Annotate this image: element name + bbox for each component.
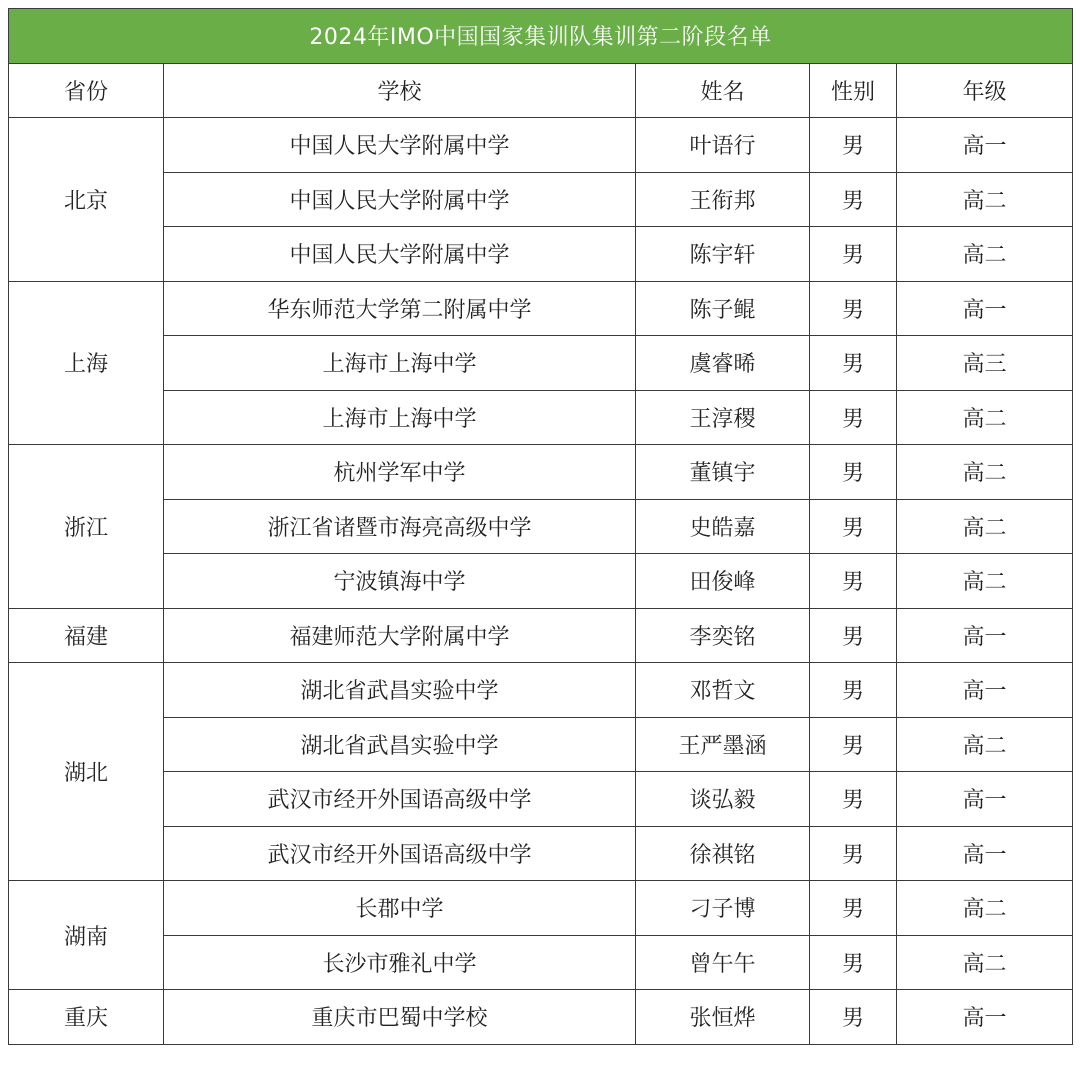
cell-gender: 男 <box>810 281 897 336</box>
cell-gender: 男 <box>810 499 897 554</box>
cell-gender: 男 <box>810 227 897 282</box>
cell-school: 长沙市雅礼中学 <box>164 935 636 990</box>
cell-name: 谈弘毅 <box>636 772 810 827</box>
cell-school: 武汉市经开外国语高级中学 <box>164 826 636 881</box>
cell-name: 张恒烨 <box>636 990 810 1045</box>
cell-school: 中国人民大学附属中学 <box>164 227 636 282</box>
header-gender: 性别 <box>810 63 897 118</box>
cell-grade: 高三 <box>897 336 1073 391</box>
cell-gender: 男 <box>810 608 897 663</box>
table-title: 2024年IMO中国国家集训队集训第二阶段名单 <box>9 9 1073 64</box>
table-row <box>9 445 1073 500</box>
table-row <box>9 990 1073 1045</box>
cell-name: 陈子鲲 <box>636 281 810 336</box>
cell-school: 华东师范大学第二附属中学 <box>164 281 636 336</box>
header-grade: 年级 <box>897 63 1073 118</box>
cell-gender: 男 <box>810 717 897 772</box>
cell-province: 上海 <box>9 281 164 445</box>
cell-grade: 高二 <box>897 227 1073 282</box>
cell-province: 湖南 <box>9 881 164 990</box>
table-row <box>9 281 1073 336</box>
cell-school: 中国人民大学附属中学 <box>164 172 636 227</box>
cell-grade: 高二 <box>897 881 1073 936</box>
cell-name: 李奕铭 <box>636 608 810 663</box>
cell-gender: 男 <box>810 935 897 990</box>
cell-school: 湖北省武昌实验中学 <box>164 717 636 772</box>
cell-province: 福建 <box>9 608 164 663</box>
cell-gender: 男 <box>810 445 897 500</box>
cell-province: 重庆 <box>9 990 164 1045</box>
cell-name: 王衔邦 <box>636 172 810 227</box>
cell-name: 徐祺铭 <box>636 826 810 881</box>
cell-name: 刁子博 <box>636 881 810 936</box>
cell-province: 湖北 <box>9 663 164 881</box>
cell-grade: 高二 <box>897 390 1073 445</box>
cell-name: 邓哲文 <box>636 663 810 718</box>
table-row <box>9 881 1073 936</box>
table-row <box>9 499 1073 554</box>
cell-gender: 男 <box>810 390 897 445</box>
table-row <box>9 663 1073 718</box>
table-row <box>9 118 1073 173</box>
cell-gender: 男 <box>810 772 897 827</box>
table-row <box>9 227 1073 282</box>
cell-name: 曾午午 <box>636 935 810 990</box>
cell-gender: 男 <box>810 826 897 881</box>
table-row <box>9 554 1073 609</box>
title-row <box>9 9 1073 64</box>
cell-school: 杭州学军中学 <box>164 445 636 500</box>
cell-name: 王淳稷 <box>636 390 810 445</box>
cell-grade: 高一 <box>897 608 1073 663</box>
header-name: 姓名 <box>636 63 810 118</box>
cell-grade: 高一 <box>897 281 1073 336</box>
cell-grade: 高一 <box>897 118 1073 173</box>
cell-gender: 男 <box>810 881 897 936</box>
cell-school: 上海市上海中学 <box>164 390 636 445</box>
cell-gender: 男 <box>810 990 897 1045</box>
table-row <box>9 717 1073 772</box>
cell-gender: 男 <box>810 336 897 391</box>
cell-school: 宁波镇海中学 <box>164 554 636 609</box>
table-row <box>9 172 1073 227</box>
cell-grade: 高二 <box>897 445 1073 500</box>
cell-grade: 高一 <box>897 663 1073 718</box>
cell-name: 叶语行 <box>636 118 810 173</box>
header-school: 学校 <box>164 63 636 118</box>
header-province: 省份 <box>9 63 164 118</box>
table-row <box>9 826 1073 881</box>
cell-school: 福建师范大学附属中学 <box>164 608 636 663</box>
cell-name: 田俊峰 <box>636 554 810 609</box>
cell-school: 上海市上海中学 <box>164 336 636 391</box>
cell-grade: 高二 <box>897 554 1073 609</box>
cell-grade: 高一 <box>897 990 1073 1045</box>
roster-sheet <box>8 8 1072 1045</box>
table-row <box>9 390 1073 445</box>
cell-name: 陈宇轩 <box>636 227 810 282</box>
cell-gender: 男 <box>810 663 897 718</box>
cell-school: 武汉市经开外国语高级中学 <box>164 772 636 827</box>
cell-gender: 男 <box>810 554 897 609</box>
table-row <box>9 772 1073 827</box>
cell-school: 中国人民大学附属中学 <box>164 118 636 173</box>
cell-grade: 高二 <box>897 172 1073 227</box>
cell-grade: 高二 <box>897 499 1073 554</box>
cell-grade: 高二 <box>897 935 1073 990</box>
cell-school: 重庆市巴蜀中学校 <box>164 990 636 1045</box>
cell-province: 北京 <box>9 118 164 282</box>
cell-name: 王严墨涵 <box>636 717 810 772</box>
cell-school: 湖北省武昌实验中学 <box>164 663 636 718</box>
cell-name: 虞睿晞 <box>636 336 810 391</box>
roster-table <box>8 8 1073 1045</box>
cell-province: 浙江 <box>9 445 164 609</box>
cell-gender: 男 <box>810 118 897 173</box>
table-row <box>9 336 1073 391</box>
cell-grade: 高二 <box>897 717 1073 772</box>
table-row <box>9 935 1073 990</box>
cell-school: 长郡中学 <box>164 881 636 936</box>
header-row <box>9 63 1073 118</box>
cell-name: 董镇宇 <box>636 445 810 500</box>
cell-grade: 高一 <box>897 772 1073 827</box>
cell-name: 史皓嘉 <box>636 499 810 554</box>
table-row <box>9 608 1073 663</box>
cell-school: 浙江省诸暨市海亮高级中学 <box>164 499 636 554</box>
cell-gender: 男 <box>810 172 897 227</box>
cell-grade: 高一 <box>897 826 1073 881</box>
